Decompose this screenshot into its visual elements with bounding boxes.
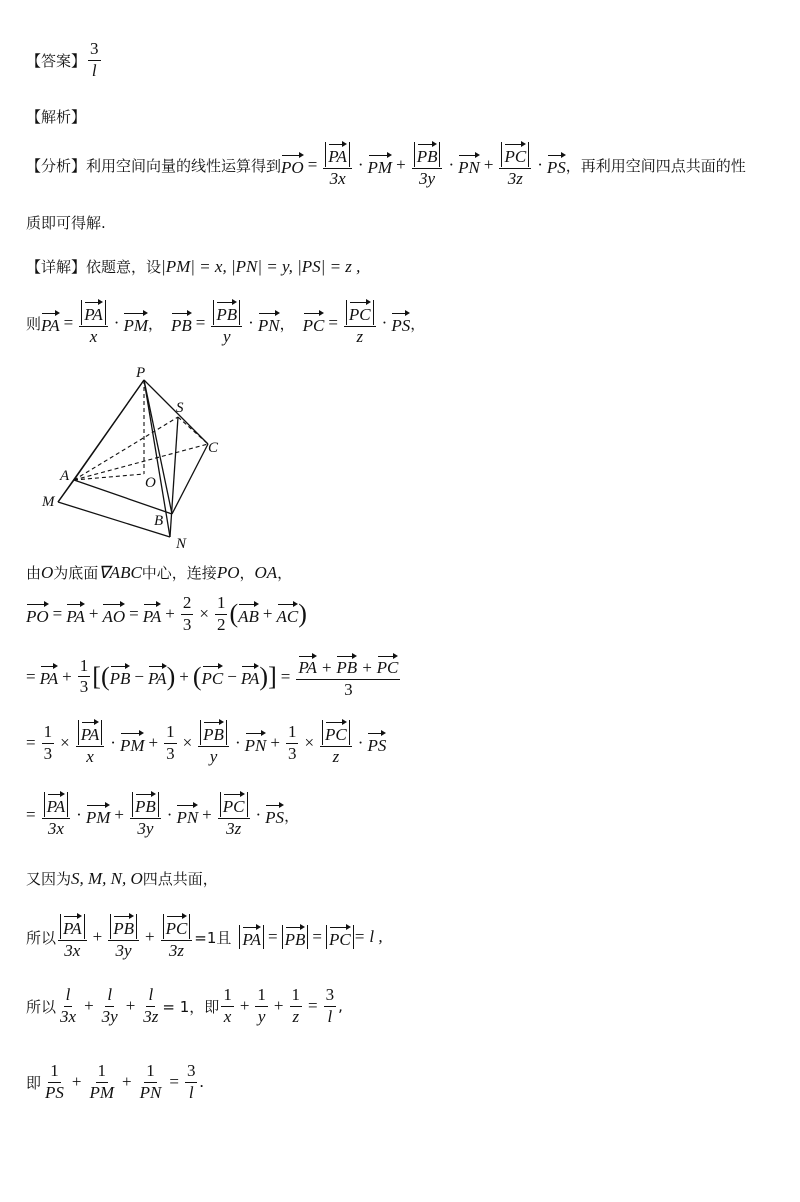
coplanar-line: 又因为 S, M, N, O 四点共面， [26, 868, 218, 888]
equation-4: = $\frac{PA}{3x}$ · PM + $\frac{PB}{3y}$ · PN + $\frac{PC}{3z}$ · PS ， [26, 792, 299, 838]
label-N: N [176, 536, 187, 552]
analysis-label-line [26, 106, 86, 127]
detail-line: 【详解】 依题意，设 |PM| = x, |PN| = y, |PS| = z , [26, 256, 361, 276]
then-line: 则 PA = $\frac{PA}{x}$ · PM ， PB = $\frac{PB}{y}$ · PN ， PC = $\frac{PC}{z}$ · PS ， [26, 300, 425, 346]
detail-label: 【详解】 [26, 258, 87, 276]
equation-1: PO = PA + AO = PA + $\frac{2}{3}$ × $\frac{1}{2}$ ( AB + AC ) [26, 593, 307, 634]
equation-3: = $\frac{1}{3}$ × $\frac{PA}{x}$ · PM + $\frac{1}{3}$ × $\frac{PB}{y}$ · PN + $\frac{1}{3}$ × $\frac{PC}{z}$ · PS [26, 722, 387, 766]
therefore-line-2: 所以 $\frac{l}{3x}$ + $\frac{l}{3y}$ + $\frac{l}{3z}$ = 1，即 $\frac{1}{x}$ + $\frac{1}{y}$ + $\frac{1}{z}$ = $\frac{3}{l}$ , [26, 985, 343, 1026]
analysis-label: 【解析】 [26, 108, 87, 126]
fenxi-line: 【分析】 利用空间向量的线性运算得到 PO = $\frac{PA}{3x}$ · PM + $\frac{PB}{3y}$ · PN + $\frac{PC}{3z}$ · PS ，再利用空间四点共面的性 [26, 142, 746, 188]
fenxi-line-2: 质即可得解. [26, 214, 106, 232]
therefore-line-1: 所以 $\frac{PA}{3x}$ + $\frac{PB}{3y}$ + $\frac{PC}{3z}$ =1且 PA = PB = PC = l , [26, 914, 383, 960]
pyramid-diagram [30, 362, 250, 557]
label-P: P [136, 365, 146, 381]
label-O: O [145, 475, 156, 491]
label-C: C [208, 440, 219, 456]
label-B: B [154, 513, 164, 529]
answer-label: 【答案】 [26, 51, 87, 70]
equation-2: = PA + $\frac{1}{3}$ [ ( PB − PA ) + ( PC − PA ) ] = $\frac{PA + PB + PC}{3}$ [26, 655, 399, 699]
answer-line [26, 40, 103, 80]
label-M: M [42, 494, 55, 510]
final-line: 即 $\frac{1}{PS}$ + $\frac{1}{PM}$ + $\frac{1}{PN}$ = $\frac{3}{l}$ . [26, 1061, 204, 1102]
label-S: S [176, 400, 184, 416]
center-line: 由 O 为底面 ∇ABC 中心，连接 PO ， OA ， [26, 562, 293, 582]
fenxi-label: 【分析】 [26, 156, 87, 175]
label-A: A [60, 468, 70, 484]
answer-fraction: $\frac{3}{l}$ [90, 39, 99, 80]
